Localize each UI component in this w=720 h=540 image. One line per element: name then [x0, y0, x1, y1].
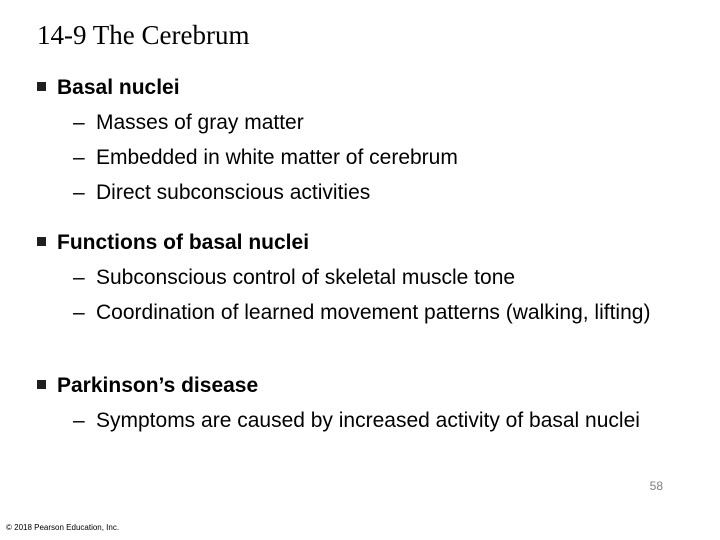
dash-icon: – [73, 181, 85, 204]
section-heading-line [37, 230, 677, 255]
dash-icon: – [73, 146, 85, 169]
square-bullet-icon [37, 380, 46, 389]
section-parkinsons [37, 373, 677, 433]
sub-bullet [73, 300, 677, 325]
square-bullet-icon [37, 82, 46, 91]
sub-bullet-text: Masses of gray matter [96, 111, 304, 134]
slide-title: 14-9 The Cerebrum [37, 20, 250, 50]
sub-bullet-text: Symptoms are caused by increased activity of basal nuclei [96, 409, 640, 432]
sub-bullet-text: Subconscious control of skeletal muscle tone [96, 266, 516, 289]
page-number: 58 [649, 479, 663, 493]
dash-icon: – [73, 409, 85, 432]
sub-bullet [73, 180, 677, 205]
sub-bullet-text: Embedded in white matter of cerebrum [96, 146, 458, 169]
section-functions [37, 230, 677, 325]
sub-bullet [73, 408, 677, 433]
sub-bullet [73, 265, 677, 290]
section-heading: Basal nuclei [57, 76, 180, 99]
section-heading: Parkinson’s disease [57, 374, 259, 397]
sub-bullet-text: Coordination of learned movement patterns (walking, lifting) [96, 301, 651, 324]
sub-bullet [73, 145, 677, 170]
copyright-footer: © 2018 Pearson Education, Inc. [6, 523, 120, 532]
square-bullet-icon [37, 237, 46, 246]
dash-icon: – [73, 266, 85, 289]
dash-icon: – [73, 111, 85, 134]
section-heading-line [37, 373, 677, 398]
section-heading: Functions of basal nuclei [57, 231, 310, 254]
dash-icon: – [73, 301, 85, 324]
sub-bullet [73, 110, 677, 135]
section-heading-line [37, 75, 677, 100]
sub-bullet-text: Direct subconscious activities [96, 181, 371, 204]
section-basal-nuclei [37, 75, 677, 205]
